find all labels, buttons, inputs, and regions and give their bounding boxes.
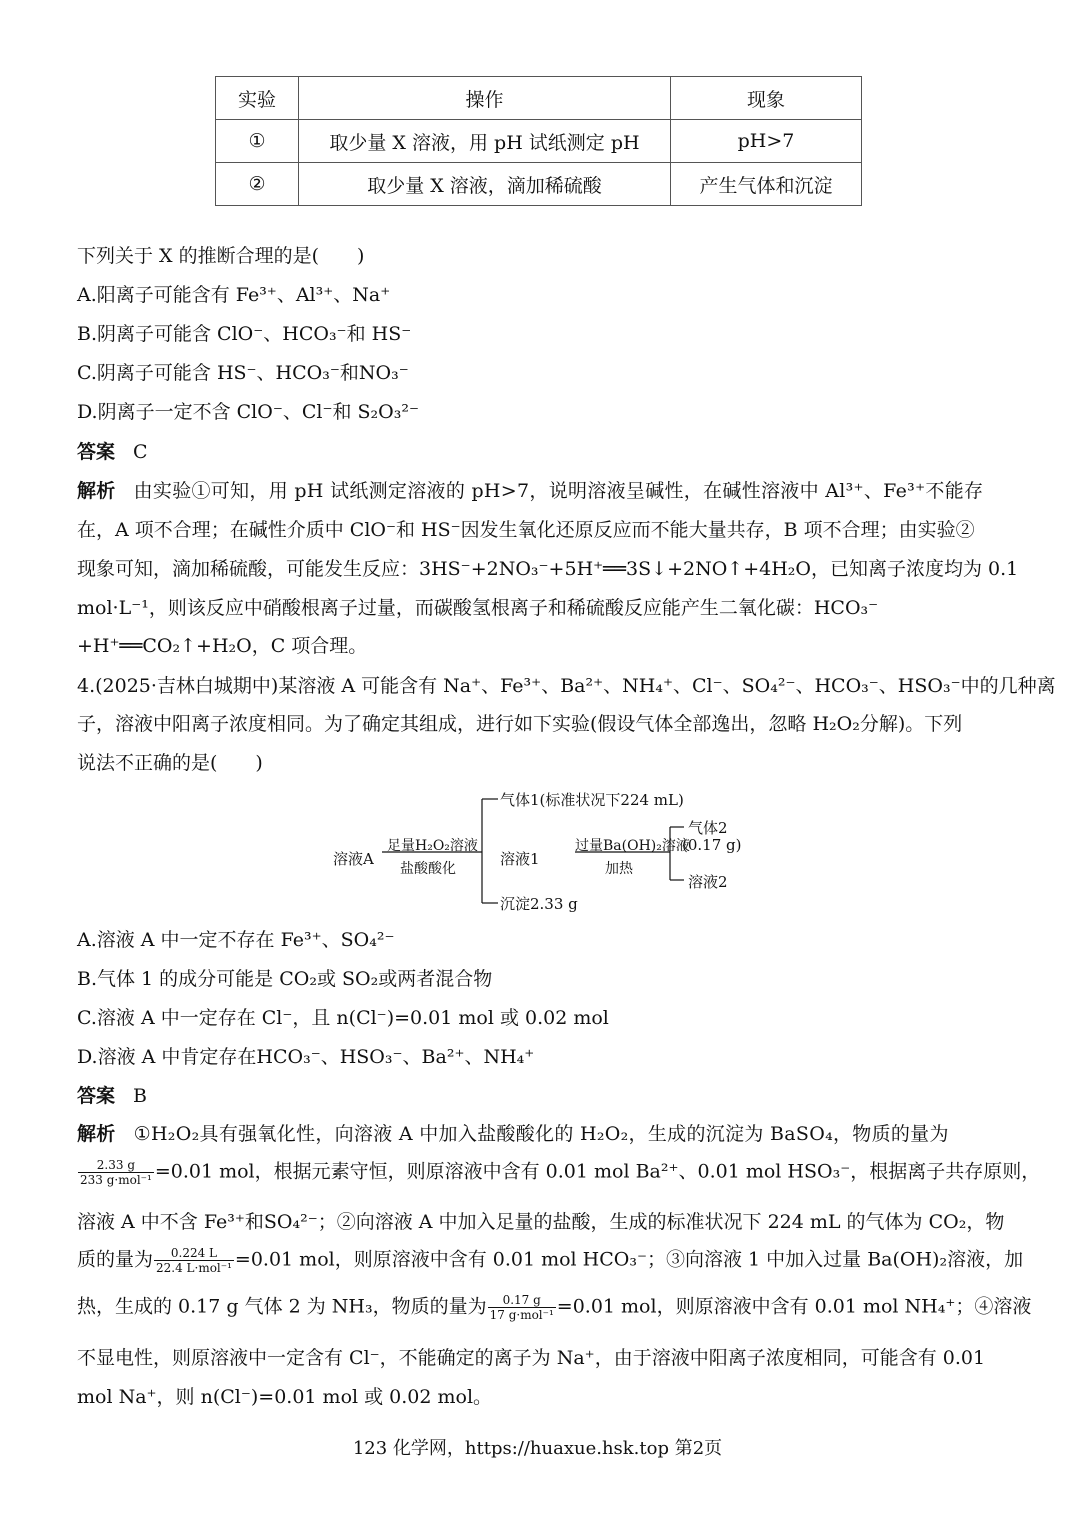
analysis-line <box>77 478 983 504</box>
analysis-line <box>77 1293 1031 1322</box>
fraction-denominator: 17 g·mol⁻¹ <box>489 1308 554 1322</box>
option-b: B.阴离子可能含 ClO⁻、HCO₃⁻和 HS⁻ <box>77 323 412 345</box>
gas2-mass-label: (0.17 g) <box>682 836 742 854</box>
precipitate-label: 沉淀2.33 g <box>500 895 578 913</box>
table-row <box>216 163 862 206</box>
answer-label: 答案 <box>77 441 116 463</box>
answer-line <box>77 1083 147 1109</box>
option-c: C.溶液 A 中一定存在 Cl⁻，且 n(Cl⁻)=0.01 mol 或 0.02 mol <box>77 1007 609 1029</box>
analysis-text: =0.01 mol，则原溶液中含有 0.01 mol NH₄⁺；④溶液 <box>556 1295 1032 1318</box>
table-cell: 取少量 X 溶液，滴加稀硫酸 <box>299 163 671 206</box>
analysis-line <box>77 1121 949 1147</box>
answer-label: 答案 <box>77 1085 116 1107</box>
question-stem: 说法不正确的是( ) <box>77 752 263 774</box>
fraction-denominator: 22.4 L·mol⁻¹ <box>156 1261 232 1275</box>
fraction <box>78 1158 154 1187</box>
gas1-label: 气体1(标准状况下224 mL) <box>500 791 684 809</box>
table-header: 实验 <box>216 77 299 120</box>
reagent1-top-label: 足量H₂O₂溶液 <box>387 838 478 854</box>
table-header: 操作 <box>299 77 671 120</box>
table-cell: ② <box>216 163 299 206</box>
fraction-numerator: 0.17 g <box>488 1293 556 1308</box>
reagent2-bottom-label: 加热 <box>605 861 633 877</box>
analysis-line: 溶液 A 中不含 Fe³⁺和SO₄²⁻；②向溶液 A 中加入足量的盐酸，生成的标准状况下 224 mL 的气体为 CO₂，物 <box>77 1211 1005 1233</box>
answer-value: B <box>133 1085 147 1107</box>
fraction-numerator: 0.224 L <box>154 1246 234 1261</box>
option-a: A.阳离子可能含有 Fe³⁺、Al³⁺、Na⁺ <box>77 284 391 306</box>
reagent2-top-label: 过量Ba(OH)₂溶液 <box>575 838 690 854</box>
page-footer: 123 化学网，https://huaxue.hsk.top 第2页 <box>352 1438 723 1459</box>
analysis-text: 质的量为 <box>77 1248 154 1271</box>
table-cell: 产生气体和沉淀 <box>671 163 862 206</box>
question-stem: 4.(2025·吉林白城期中)某溶液 A 可能含有 Na⁺、Fe³⁺、Ba²⁺、NH₄⁺、Cl⁻、SO₄²⁻、HCO₃⁻、HSO₃⁻中的几种离 <box>77 675 1056 697</box>
analysis-line: mol Na⁺，则 n(Cl⁻)=0.01 mol 或 0.02 mol。 <box>77 1386 493 1408</box>
fraction-numerator: 2.33 g <box>78 1158 154 1173</box>
fraction <box>154 1246 234 1275</box>
question-stem: 子，溶液中阳离子浓度相同。为了确定其组成，进行如下实验(假设气体全部逸出，忽略 H₂O₂分解)。下列 <box>77 713 963 735</box>
gas2-label: 气体2 <box>688 819 728 837</box>
table-row <box>216 120 862 163</box>
option-a: A.溶液 A 中一定不存在 Fe³⁺、SO₄²⁻ <box>77 929 395 951</box>
table-cell: 取少量 X 溶液，用 pH 试纸测定 pH <box>299 120 671 163</box>
answer-value: C <box>133 441 148 463</box>
analysis-label: 解析 <box>77 480 116 502</box>
table-header: 现象 <box>671 77 862 120</box>
analysis-line: 在，A 项不合理；在碱性介质中 ClO⁻和 HS⁻因发生氧化还原反应而不能大量共存，B 项不合理；由实验② <box>77 519 975 541</box>
answer-line <box>77 439 148 465</box>
table-cell: ① <box>216 120 299 163</box>
analysis-text: ①H₂O₂具有强氧化性，向溶液 A 中加入盐酸酸化的 H₂O₂，生成的沉淀为 BaSO₄，物质的量为 <box>133 1123 949 1145</box>
solution-a-label: 溶液A <box>333 850 374 868</box>
option-c: C.阴离子可能含 HS⁻、HCO₃⁻和NO₃⁻ <box>77 362 409 384</box>
analysis-label: 解析 <box>77 1123 116 1145</box>
analysis-text: 由实验①可知，用 pH 试纸测定溶液的 pH>7，说明溶液呈碱性，在碱性溶液中 Al³⁺、Fe³⁺不能存 <box>133 480 984 502</box>
experiment-flow-diagram <box>330 785 760 915</box>
analysis-line: mol·L⁻¹，则该反应中硝酸根离子过量，而碳酸氢根离子和稀硫酸反应能产生二氧化碳：HCO₃⁻ <box>77 597 879 619</box>
analysis-text: 热，生成的 0.17 g 气体 2 为 NH₃，物质的量为 <box>77 1295 487 1318</box>
table-cell: pH>7 <box>671 120 862 163</box>
option-d: D.溶液 A 中肯定存在HCO₃⁻、HSO₃⁻、Ba²⁺、NH₄⁺ <box>77 1046 535 1068</box>
reagent1-bottom-label: 盐酸酸化 <box>400 861 456 877</box>
analysis-line: 不显电性，则原溶液中一定含有 Cl⁻，不能确定的离子为 Na⁺，由于溶液中阳离子浓度相同，可能含有 0.01 <box>77 1347 986 1369</box>
analysis-text: =0.01 mol，根据元素守恒，则原溶液中含有 0.01 mol Ba²⁺、0.01 mol HSO₃⁻，根据离子共存原则， <box>154 1160 1041 1183</box>
solution1-label: 溶液1 <box>500 850 540 868</box>
table-header-row <box>216 77 862 120</box>
analysis-text: =0.01 mol，则原溶液中含有 0.01 mol HCO₃⁻；③向溶液 1 中加入过量 Ba(OH)₂溶液，加 <box>234 1248 1024 1271</box>
analysis-line <box>77 1246 1023 1275</box>
analysis-line: 现象可知，滴加稀硫酸，可能发生反应：3HS⁻+2NO₃⁻+5H⁺══3S↓+2NO↑+4H₂O，已知离子浓度均为 0.1 <box>77 558 1019 580</box>
option-b: B.气体 1 的成分可能是 CO₂或 SO₂或两者混合物 <box>77 968 493 990</box>
fraction <box>488 1293 556 1322</box>
solution2-label: 溶液2 <box>688 873 728 891</box>
fraction-denominator: 233 g·mol⁻¹ <box>80 1173 152 1187</box>
question-stem: 下列关于 X 的推断合理的是( ) <box>77 245 365 267</box>
option-d: D.阴离子一定不含 ClO⁻、Cl⁻和 S₂O₃²⁻ <box>77 401 420 423</box>
analysis-line: +H⁺══CO₂↑+H₂O，C 项合理。 <box>77 635 368 657</box>
analysis-line <box>77 1158 1040 1187</box>
experiment-table <box>215 76 862 206</box>
